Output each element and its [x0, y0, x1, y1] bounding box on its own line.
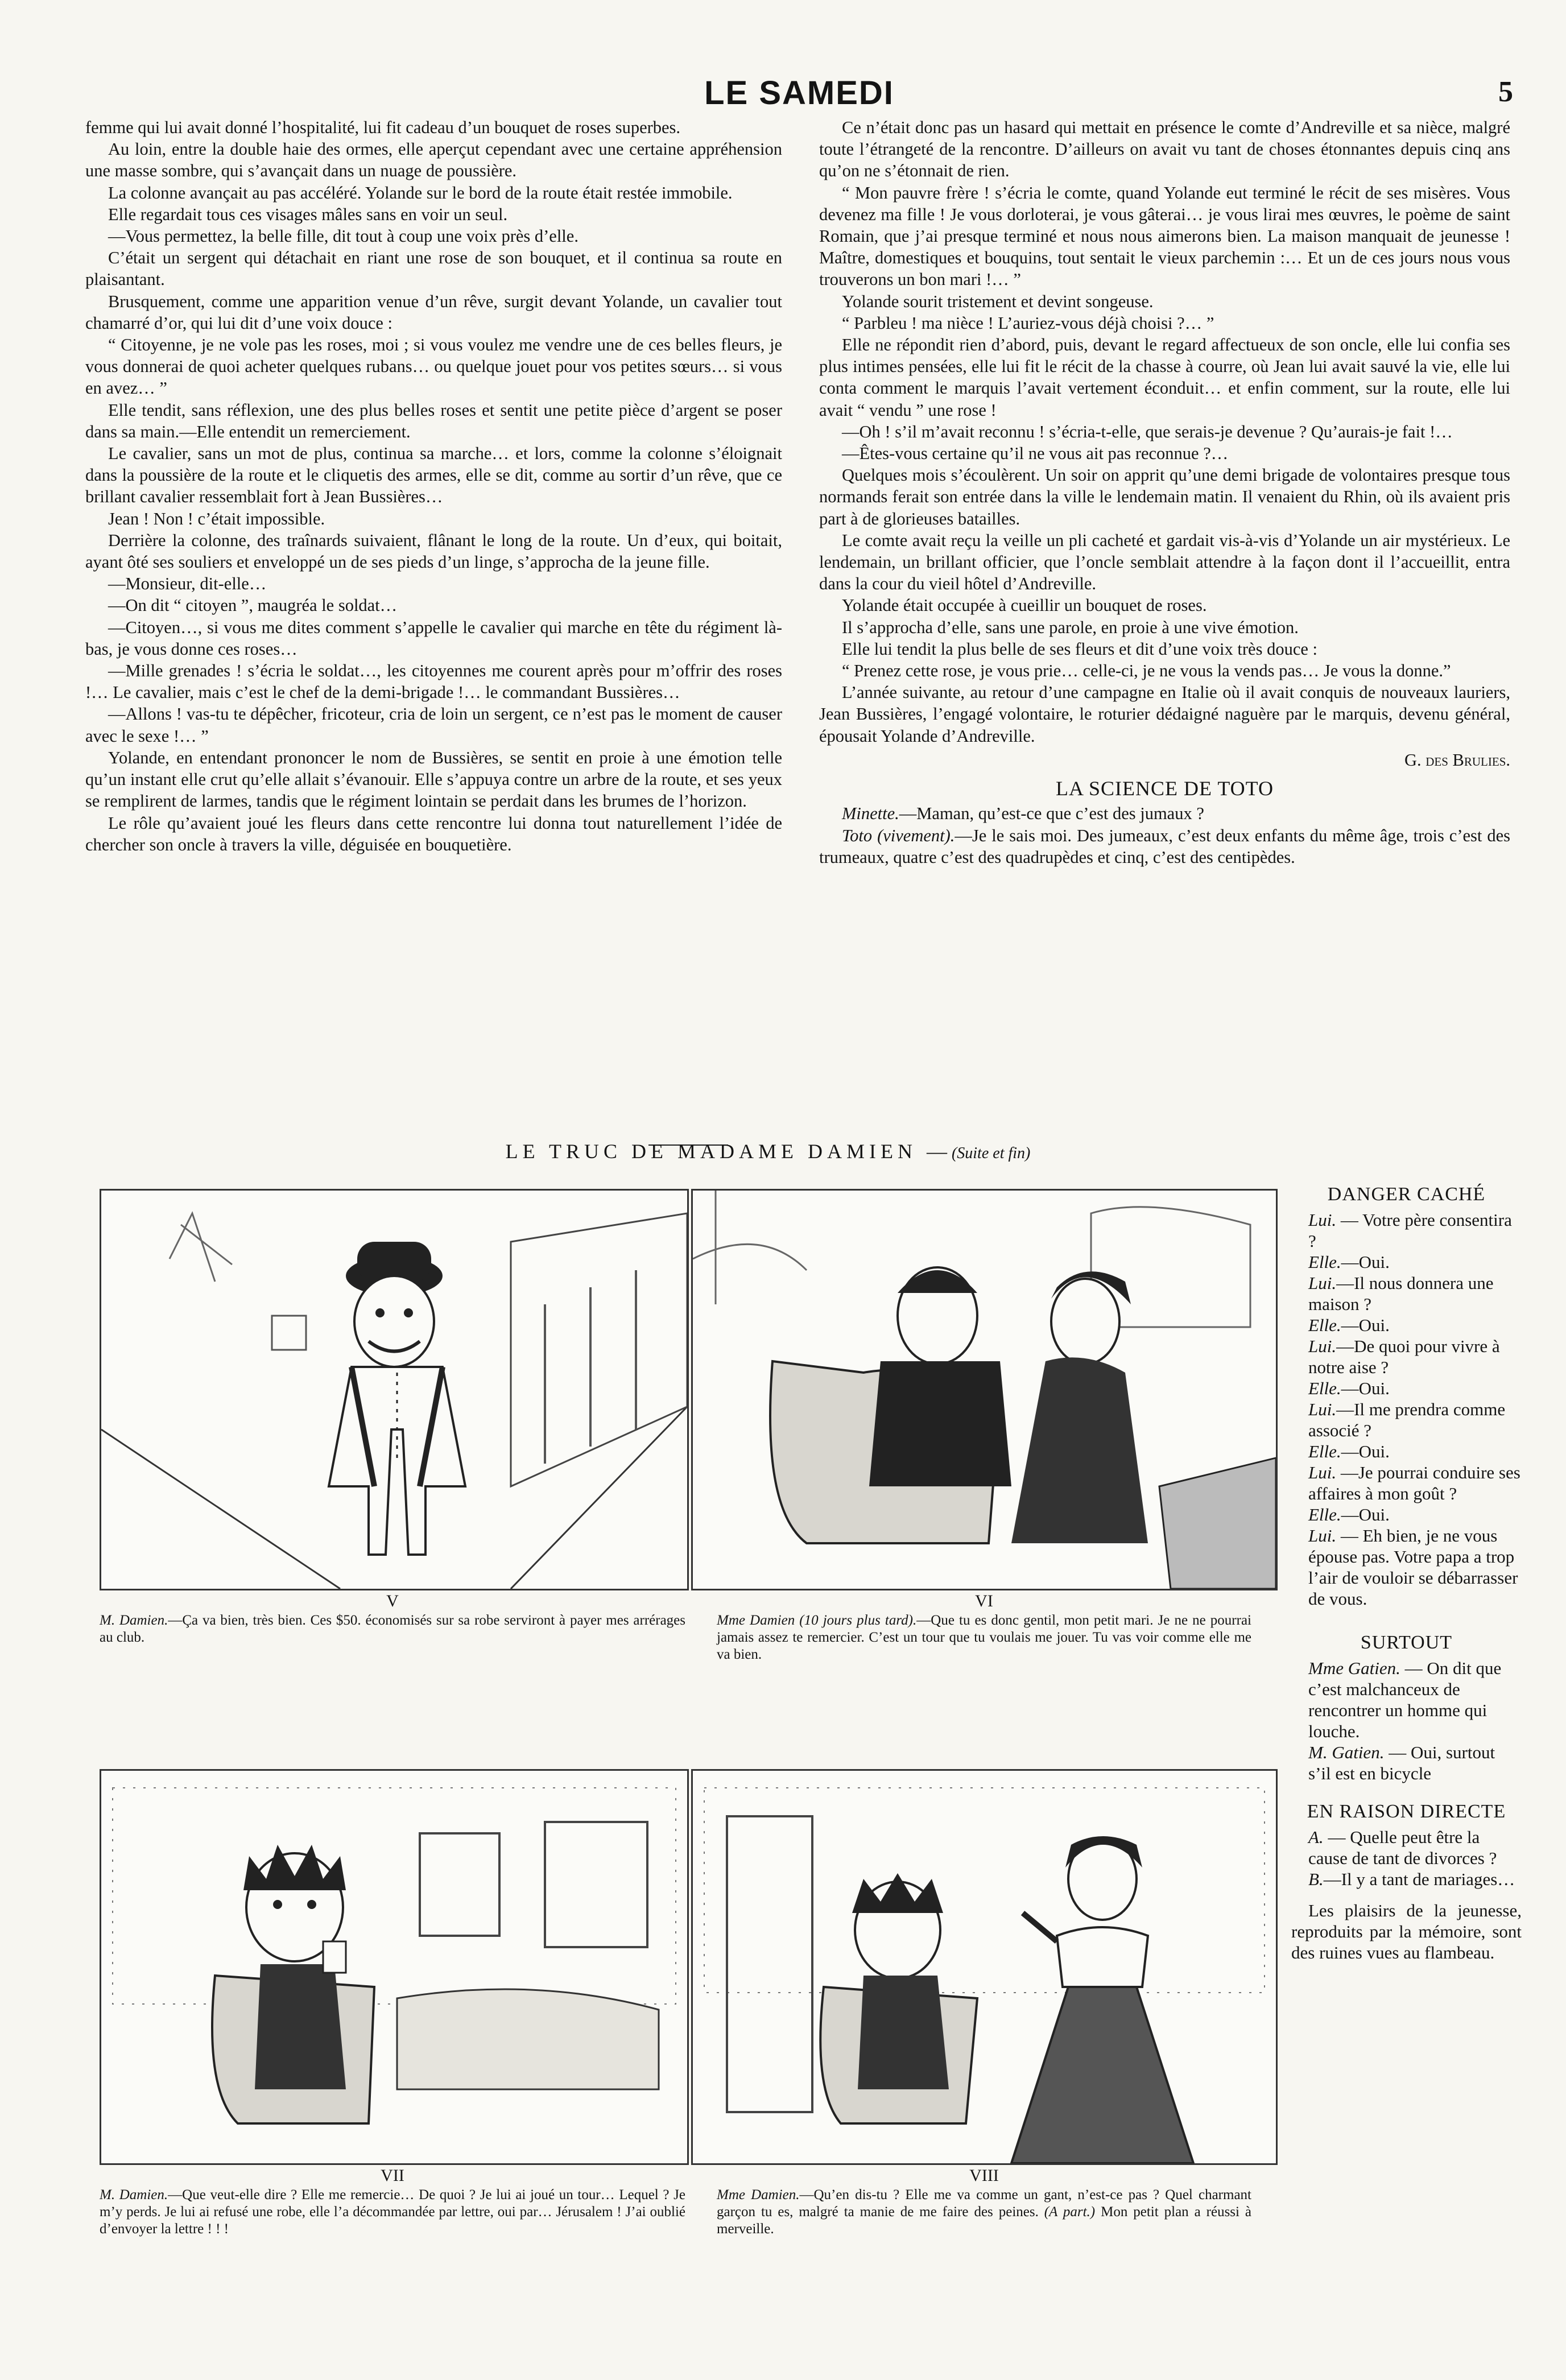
- story-paragraph: Le comte avait reçu la veille un pli cacheté et gardait vis-à-vis d’Yolande un air mystérieux. Le lendemain, un brillant officier, que l’oncle semblait attendre à la façon dont il l’accueillit, entra dans la cour du vieil hôtel d’Andreville.: [819, 530, 1510, 594]
- line-text: — On dit que c’est malchanceux de rencontrer un homme qui louche.: [1308, 1658, 1502, 1741]
- story-paragraph: Le cavalier, sans un mot de plus, continua sa marche… et lors, comme la colonne s’éloignait dans la poussière de la route et le cliquetis des armes, elle se dit, comme au sortir d’un rêve, que ce brillant cavalier ressemblait fort à Jean Bussières…: [85, 444, 782, 507]
- joke-line: [1291, 1251, 1522, 1272]
- story-paragraph: Quelques mois s’écoulèrent. Un soir on apprit qu’une demi brigade de volontaires presque tous normands ferait son entrée dans la ville le lendemain matin. Il venaient du Rhin, où ils avaient pris part à de glorieuses batailles.: [819, 465, 1510, 528]
- joke-title-danger: DANGER CACHÉ: [1327, 1184, 1486, 1205]
- story-paragraph: Yolande sourit tristement et devint songeuse.: [842, 291, 1154, 311]
- story-paragraph: Jean ! Non ! c’était impossible.: [108, 509, 325, 528]
- line-text: —Oui.: [1341, 1505, 1390, 1524]
- joke-line: [1291, 1336, 1522, 1378]
- line-text: — Votre père consentira ?: [1308, 1210, 1512, 1251]
- illustration-woman-in-dress: [693, 1771, 1276, 2163]
- joke-title-surtout: SURTOUT: [1360, 1632, 1453, 1653]
- caption-speaker: M. Damien.: [100, 2187, 168, 2203]
- story-paragraph: Yolande était occupée à cueillir un bouquet de roses.: [842, 596, 1207, 615]
- caption-text: —Ça va bien, très bien. Ces $50. économisés sur sa robe serviront à payer mes arrérages au club.: [100, 1613, 686, 1645]
- toto-text: —Je le sais moi. Des jumeaux, c’est deux enfants du même âge, trois c’est des trumeaux, quatre c’est des quadrupèdes et cinq, c’est des centipèdes.: [819, 825, 1510, 867]
- story-paragraph: “ Mon pauvre frère ! s’écria le comte, quand Yolande eut terminé le récit de ses misères. Vous devenez ma fille ! Je vous dorloterai, je vous gâterai… je vous lirai mes œuvres, le poème de saint Romain, que j’ai presque terminé et nous nous aimerons bien. La maison manquait de jeunesse ! Maître, domestiques et bouquins, tout sentait le vieux parchemin :… Et un de ces jours nous vous trouverons un bon mari !… ”: [819, 183, 1510, 290]
- line-text: —Il nous donnera une maison ?: [1308, 1273, 1494, 1314]
- joke-line: [1291, 1525, 1522, 1609]
- comic-caption-viii: [717, 2167, 1251, 2238]
- line-text: —De quoi pour vivre à notre aise ?: [1308, 1336, 1500, 1377]
- illustration-couple-armchair: [693, 1191, 1276, 1589]
- story-paragraph: —Monsieur, dit-elle…: [108, 574, 267, 594]
- comic-subtitle: (Suite et fin): [951, 1144, 1031, 1162]
- story-paragraph: —Vous permettez, la belle fille, dit tout à coup une voix près d’elle.: [108, 226, 579, 246]
- speaker: Lui.: [1308, 1336, 1337, 1356]
- author-signature: G. des Brulies.: [1404, 750, 1510, 770]
- caption-aside: (A part.): [1044, 2204, 1096, 2220]
- joke-line: [1291, 1378, 1522, 1399]
- caption-speaker: Mme Damien (10 jours plus tard).: [717, 1613, 917, 1628]
- panel-number: V: [386, 1592, 399, 1610]
- comic-caption-v: [100, 1593, 685, 1646]
- toto-line: [819, 803, 1510, 824]
- page-number: 5: [1498, 76, 1513, 108]
- story-paragraph: “ Citoyenne, je ne vole pas les roses, moi ; si vous voulez me vendre une de ces belles fleurs, je vous donnerai de quoi acheter quelques rubans… ou quelque jouet pour vos petites sœurs… si vous en avez… ”: [85, 335, 782, 398]
- story-paragraph: La colonne avançait au pas accéléré. Yolande sur le bord de la route était restée immobile.: [108, 183, 733, 203]
- story-paragraph: Elle tendit, sans réflexion, une des plus belles roses et sentit une petite pièce d’argent se poser dans sa main.—Elle entendit un remerciement.: [85, 400, 782, 441]
- story-paragraph: femme qui lui avait donné l’hospitalité, lui fit cadeau d’un bouquet de roses superbes.: [85, 118, 681, 137]
- toto-text: —Maman, qu’est-ce que c’est des jumaux ?: [899, 804, 1204, 824]
- story-paragraph: Elle lui tendit la plus belle de ses fleurs et dit d’une voix très douce :: [842, 639, 1317, 659]
- caption-text: —Que veut-elle dire ? Elle me remercie… De quoi ? Je lui ai joué un tour… Lequel ? Je m’y perds. Je lui ai refusé une robe, elle l’a décommandée par lettre, oui par… Jérusalem ! J’ai oublié d’envoyer la lettre ! ! !: [100, 2187, 685, 2237]
- speaker: Elle.: [1308, 1378, 1341, 1398]
- line-text: —Oui.: [1341, 1252, 1390, 1272]
- story-paragraph: —On dit “ citoyen ”, maugréa le soldat…: [108, 596, 398, 615]
- panel-number: VI: [975, 1592, 993, 1610]
- joke-line: [1291, 1441, 1522, 1462]
- caption-speaker: M. Damien.: [100, 1613, 168, 1628]
- story-paragraph: Il s’approcha d’elle, sans une parole, en proie à une vive émotion.: [842, 617, 1299, 637]
- story-column-left: [85, 117, 782, 1146]
- story-paragraph: Yolande, en entendant prononcer le nom de Bussières, se sentit en proie à une émotion telle qu’un instant elle crut qu’elle allait s’évanouir. Elle s’appuya contre un arbre de la route, et ses yeux se remplirent de larmes, tandis que le régiment lointain se perdait dans les brumes de l’horizon.: [85, 747, 782, 811]
- joke-line: [1291, 1399, 1522, 1441]
- story-paragraph: Au loin, entre la double haie des ormes, elle aperçut cependant avec une certaine appréhension une masse sombre, qui s’avançait dans un nuage de poussière.: [85, 139, 782, 181]
- page-header: [85, 74, 1513, 114]
- story-column-right: [819, 117, 1510, 1158]
- story-paragraph: —Mille grenades ! s’écria le soldat…, les citoyennes me courent après pour m’offrir des roses !… Le cavalier, mais c’est le chef de la demi-brigade !… le commandant Bussières…: [85, 661, 782, 703]
- line-text: —Oui.: [1341, 1378, 1390, 1398]
- story-paragraph: Derrière la colonne, des traînards suivaient, flânant le long de la route. Un d’eux, qui boitait, ayant ôté ses souliers et enveloppé un de ses pieds d’un linge, s’approcha de la jeune fille.: [85, 530, 782, 572]
- story-paragraph: Brusquement, comme une apparition venue d’un rêve, surgit devant Yolande, un cavalier tout chamarré d’or, qui lui dit d’une voix douce :: [85, 291, 782, 333]
- joke-line: [1291, 1272, 1522, 1315]
- comic-panel-vi: [691, 1189, 1278, 1590]
- joke-line: [1291, 1209, 1522, 1251]
- speaker: B.: [1308, 1869, 1324, 1889]
- comic-caption-vii: [100, 2167, 685, 2238]
- panel-number: VIII: [969, 2166, 999, 2185]
- toto-speaker: Toto (vivement).: [842, 825, 955, 845]
- joke-line: [1291, 1827, 1522, 1869]
- joke-line: [1291, 1869, 1522, 1890]
- joke-title-raison: EN RAISON DIRECTE: [1307, 1801, 1506, 1822]
- joke-line: [1291, 1504, 1522, 1525]
- comic-panel-viii: [691, 1769, 1278, 2165]
- joke-line: [1291, 1742, 1522, 1784]
- story-paragraph: —Oh ! s’il m’avait reconnu ! s’écria-t-elle, que serais-je devenue ? Qu’aurais-je fait !…: [842, 422, 1453, 441]
- speaker: M. Gatien.: [1308, 1742, 1385, 1762]
- panel-number: VII: [381, 2166, 404, 2185]
- line-text: — Eh bien, je ne vous épouse pas. Votre papa a trop l’air de vouloir se débarrasser de vous.: [1308, 1526, 1518, 1609]
- comic-panel-vii: [100, 1769, 689, 2165]
- caption-aside-text: Mon petit plan a réussi à merveille.: [717, 2204, 1252, 2237]
- story-paragraph: “ Parbleu ! ma nièce ! L’auriez-vous déjà choisi ?… ”: [842, 313, 1214, 333]
- speaker: Mme Gatien.: [1308, 1658, 1400, 1678]
- speaker: Lui.: [1308, 1526, 1337, 1546]
- comic-title: [410, 1139, 1126, 1163]
- sidebar-jokes: [1291, 1175, 1522, 2312]
- speaker: A.: [1308, 1827, 1324, 1847]
- story-paragraph: —Allons ! vas-tu te dépêcher, fricoteur, cria de loin un sergent, ce n’est pas le moment de causer avec le sexe !… ”: [85, 704, 782, 746]
- speaker: Elle.: [1308, 1252, 1341, 1272]
- story-paragraph: Elle regardait tous ces visages mâles sans en voir un seul.: [108, 204, 508, 224]
- caption-speaker: Mme Damien.: [717, 2187, 800, 2203]
- comic-caption-vi: [717, 1593, 1251, 1663]
- joke-line: [1291, 1462, 1522, 1504]
- story-paragraph: Ce n’était donc pas un hasard qui mettait en présence le comte d’Andreville et sa nièce, malgré toute l’étrangeté de la rencontre. D’ailleurs on avait vu tant de choses étonnantes depuis cinq ans qu’on ne s’étonnait de rien.: [819, 118, 1510, 181]
- toto-title: LA SCIENCE DE TOTO: [1055, 777, 1274, 800]
- story-paragraph: “ Prenez cette rose, je vous prie… celle-ci, je ne vous la vends pas… Je vous la donne.”: [842, 661, 1451, 681]
- line-text: —Oui.: [1341, 1441, 1390, 1461]
- joke-line: [1291, 1658, 1522, 1742]
- closing-maxim: Les plaisirs de la jeunesse, reproduits par la mémoire, sont des ruines vues au flambeau.: [1291, 1900, 1522, 1962]
- speaker: Lui.: [1308, 1399, 1337, 1419]
- line-text: —Il y a tant de mariages…: [1323, 1869, 1515, 1889]
- speaker: Lui.: [1308, 1210, 1337, 1230]
- story-paragraph: —Êtes-vous certaine qu’il ne vous ait pas reconnue ?…: [842, 444, 1229, 464]
- caption-text: —Qu’en dis-tu ? Elle me va comme un gant, n’est-ce pas ? Quel charmant garçon tu es, malgré ta manie de me faire des peines.: [717, 2187, 1251, 2220]
- illustration-street-man: [101, 1191, 687, 1589]
- line-text: —Oui.: [1341, 1315, 1390, 1335]
- toto-line: [819, 825, 1510, 868]
- line-text: — Quelle peut être la cause de tant de divorces ?: [1308, 1827, 1497, 1868]
- story-paragraph: Elle ne répondit rien d’abord, puis, devant le regard affectueux de son oncle, elle lui confia ses plus intimes pensées, elle lui fit le récit de la chasse à courre, où Jean lui avait sauvé la vie, elle lui conta comment le marquis l’avait vertement éconduit… et enfin comment, sur la route, elle lui avait “ vendu ” une rose !: [819, 335, 1510, 420]
- speaker: Lui.: [1308, 1462, 1337, 1482]
- speaker: Elle.: [1308, 1441, 1341, 1461]
- line-text: —Il me prendra comme associé ?: [1308, 1399, 1506, 1440]
- story-paragraph: —Citoyen…, si vous me dites comment s’appelle le cavalier qui marche en tête du régiment là-bas, je vous donne ces roses…: [85, 617, 782, 659]
- speaker: Elle.: [1308, 1315, 1341, 1335]
- story-paragraph: Le rôle qu’avaient joué les fleurs dans cette rencontre lui donna tout naturellement l’idée de chercher son oncle à travers la ville, déguisée en bouquetière.: [85, 813, 782, 854]
- illustration-man-with-letter: [101, 1771, 687, 2163]
- newspaper-title: LE SAMEDI: [704, 75, 894, 111]
- line-text: —Je pourrai conduire ses affaires à mon goût ?: [1308, 1462, 1520, 1503]
- story-paragraph: L’année suivante, au retour d’une campagne en Italie où il avait conquis de nouveaux lauriers, Jean Bussières, l’engagé volontaire, le roturier dédaigné naguère par le marquis, devenu général, épousait Yolande d’Andreville.: [819, 683, 1510, 746]
- caption-text: —Que tu es donc gentil, mon petit mari. Je ne ne pourrai jamais assez te remercier. C’est un tour que tu voulais me jouer. Tu vas voir comme elle me va bien.: [717, 1613, 1251, 1662]
- speaker: Elle.: [1308, 1505, 1341, 1524]
- joke-line: [1291, 1315, 1522, 1336]
- comic-panel-v: [100, 1189, 689, 1590]
- speaker: Lui.: [1308, 1273, 1337, 1293]
- story-paragraph: C’était un sergent qui détachait en riant une rose de son bouquet, et il continua sa route en plaisantant.: [85, 248, 782, 290]
- toto-speaker: Minette.: [842, 804, 899, 824]
- line-text: — Oui, surtout s’il est en bicycle: [1308, 1742, 1495, 1783]
- comic-title-text: LE TRUC DE MADAME DAMIEN —: [505, 1140, 952, 1163]
